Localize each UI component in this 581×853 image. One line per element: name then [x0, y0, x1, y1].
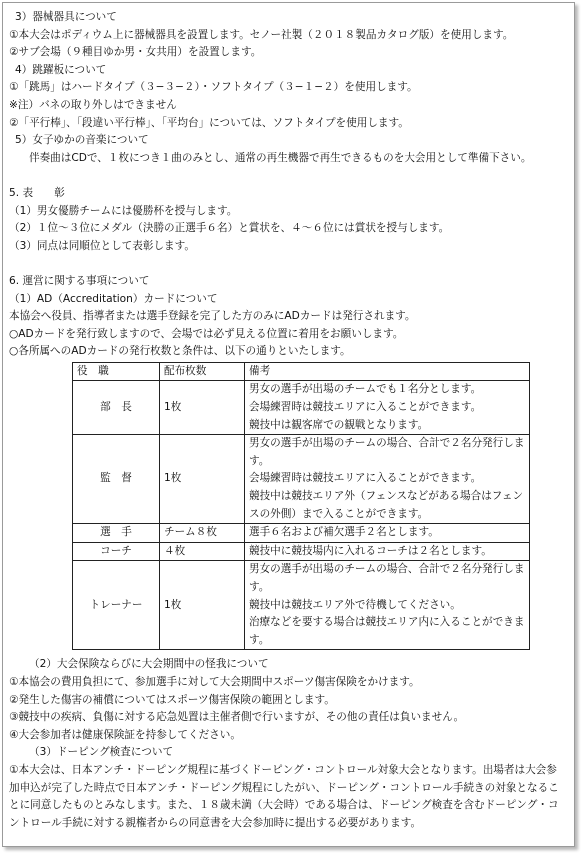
cell-role: 選 手 [73, 524, 160, 543]
text-line: 伴奏曲はCDで、１枚につき１曲のみとし、通常の再生機器で再生できるものを大会用として準備下さい。 [29, 151, 532, 164]
cell-count: 1枚 [160, 381, 245, 435]
cell-count: ４枚 [160, 542, 245, 561]
text-line: ○ADカードを発行致しますので、会場では必ず見える位置に着用をお願いします。 [9, 327, 404, 340]
text-line: ③競技中の疾病、負傷に対する応急処置は主催者側で行いますが、その他の責任は負いません。 [9, 711, 465, 724]
text-line: ○各所属へのADカードの発行枚数と条件は、以下の通りといたします。 [9, 345, 351, 358]
ad-card-table [72, 362, 530, 651]
note-line: 会場練習時は競技エリアに入ることができます。 [249, 401, 482, 414]
text-line: （3）同点は同順位として表彰します。 [9, 239, 195, 252]
cell-notes [245, 381, 530, 435]
text-line: とに同意したものとみなします。また、１８歳未満（大会時）である場合は、ドーピング検査を含むドーピング・コ [9, 799, 559, 812]
text-line: （1）男女優勝チームには優勝杯を授与します。 [9, 204, 238, 217]
text-line: ※注）バネの取り外しはできません [9, 98, 177, 111]
subheading-insurance: （2）大会保険ならびに大会期間中の怪我について [29, 658, 269, 671]
subheading-doping: （3）ドーピング検査について [29, 746, 174, 759]
note-line: 会場練習時は競技エリアに入ることができます。 [249, 472, 482, 485]
note-line: 男女の選手が出場のチームの場合、合計で２名分発行します。 [249, 563, 525, 593]
cell-notes [245, 561, 530, 650]
table-row [73, 561, 530, 650]
section5-heading: 5. 表 彰 [9, 186, 65, 199]
note-line: 男女の選手が出場のチームでも１名分とします。 [249, 383, 482, 396]
heading-music: 5）女子ゆかの音楽について [15, 134, 149, 147]
cell-notes [245, 524, 530, 543]
cell-count: 1枚 [160, 435, 245, 524]
text-line: ④大会参加者は健康保険証を持参してください。 [9, 728, 241, 741]
text-line: 本協会へ役員、指導者または選手登録を完了した方のみにADカードは発行されます。 [9, 310, 416, 323]
heading-equipment: 3）器械器具について [15, 11, 117, 23]
cell-role: 部 長 [73, 381, 160, 435]
cell-role: 監 督 [73, 435, 160, 524]
cell-count: チーム８枚 [160, 524, 245, 543]
header-count: 配布枚数 [160, 362, 245, 381]
table-header-row [73, 362, 530, 381]
text-line: ①本大会は、日本アンチ・ドーピング規程に基づくドーピング・コントロール対象大会となります。出場者は大会参 [9, 763, 557, 776]
cell-count: 1枚 [160, 561, 245, 650]
header-role: 役 職 [73, 362, 160, 381]
subheading-ad-card: （1）AD（Accreditation）カードについて [9, 292, 218, 305]
text-line: ントロール手続に対する親権者からの同意書を大会参加時に提出する必要があります。 [9, 816, 422, 829]
heading-springboard: 4）跳躍板について [15, 63, 107, 76]
text-line: 加申込が完了した時点で日本アンチ・ドーピング規程にしたがい、ドーピング・コントロール手続きの対象となるこ [9, 781, 559, 794]
table-row [73, 381, 530, 435]
document-frame [2, 2, 575, 847]
cell-role: トレーナー [73, 561, 160, 650]
cell-role: コーチ [73, 542, 160, 561]
text-line: ①本協会の費用負担にて、参加選手に対して大会期間中スポーツ傷害保険をかけます。 [9, 675, 420, 688]
text-line: ①本大会はポディウム上に器械器具を設置します。セノー社製（２０１８製品カタログ版）を使用します。 [9, 28, 514, 41]
text-line: ②サブ会場（９種目ゆか男・女共用）を設置します。 [9, 46, 262, 59]
note-line: 競技中に競技場内に入れるコーチは２名とします。 [249, 544, 492, 557]
note-line: 競技中は競技エリア外で待機してください。 [249, 598, 461, 611]
cell-notes [245, 435, 530, 524]
note-line: 競技中は観客席での観戦となります。 [249, 418, 429, 431]
note-line: 競技中は競技エリア外（フェンスなどがある場合はフェンスの外側）まで入ることができます。 [249, 490, 524, 520]
document-body [9, 9, 569, 832]
note-line: 選手６名および補欠選手２名とします。 [249, 526, 439, 539]
table-row [73, 435, 530, 524]
text-line: ①「跳馬」はハードタイプ（３−３−２）・ソフトタイプ（３−１−２）を使用します。 [9, 81, 418, 94]
cell-notes [245, 542, 530, 561]
table-row [73, 542, 530, 561]
text-line: （2）１位〜３位にメダル（決勝の正選手６名）と賞状を、４〜６位には賞状を授与します。 [9, 222, 450, 235]
note-line: 治療などを要する場合は競技エリア内に入ることができます。 [249, 616, 525, 646]
note-line: 男女の選手が出場のチームの場合、合計で２名分発行します。 [249, 437, 525, 467]
section6-heading: 6. 運営に関する事項について [9, 274, 150, 287]
text-line: ②発生した傷害の補償についてはスポーツ傷害保険の範囲とします。 [9, 693, 335, 706]
header-notes: 備考 [245, 362, 530, 381]
text-line: ②「平行棒」、「段違い平行棒」、「平均台」については、ソフトタイプを使用します。 [9, 116, 409, 129]
table-row [73, 524, 530, 543]
